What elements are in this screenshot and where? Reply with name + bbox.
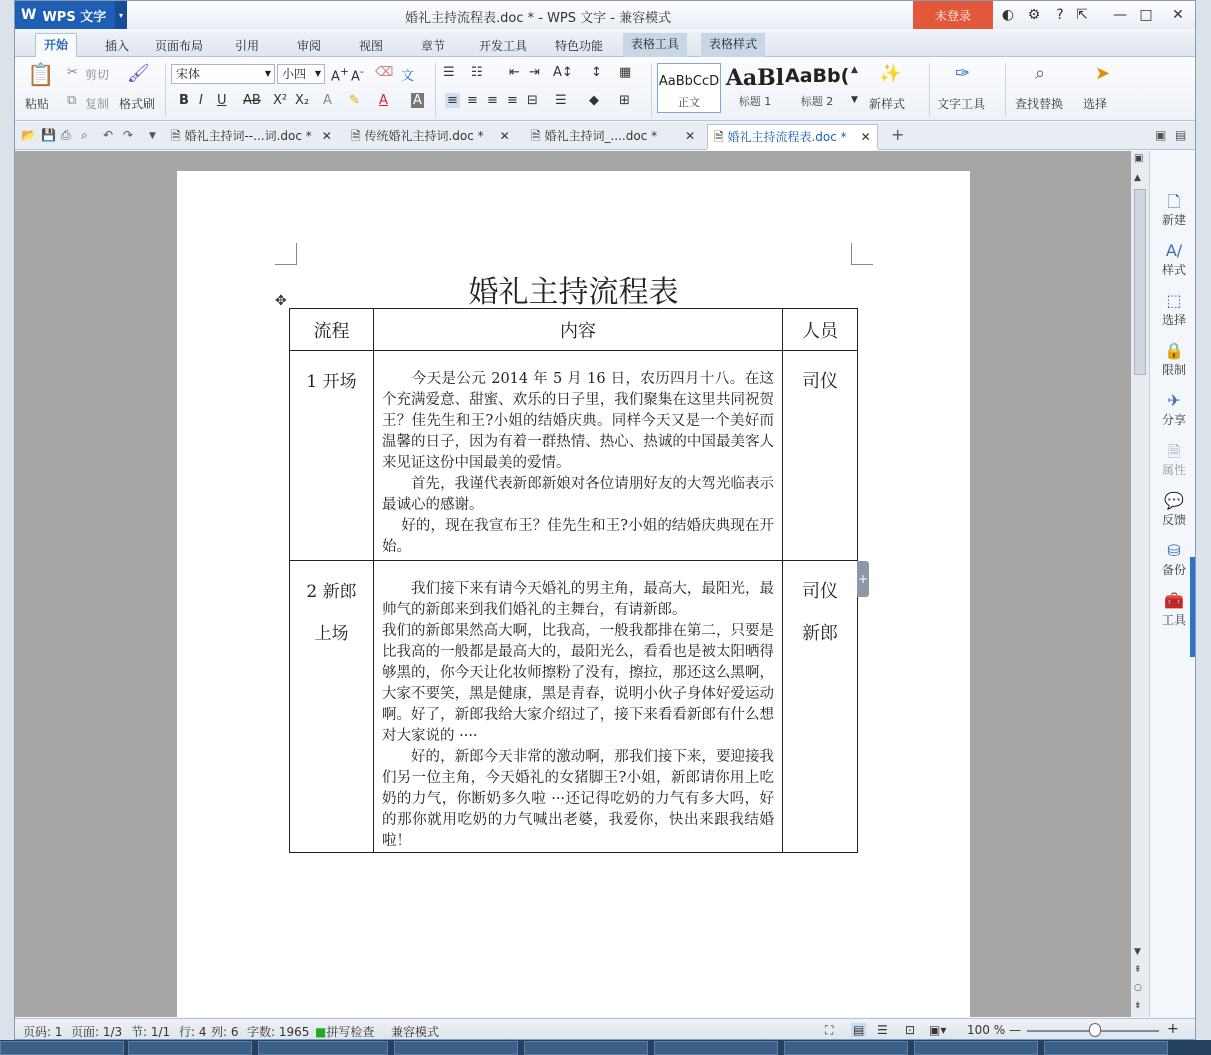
ribbon-home: [15, 57, 1195, 121]
stage-text: 1 开场: [306, 372, 357, 392]
select-button[interactable]: 选择: [1083, 97, 1108, 111]
tab-chapter[interactable]: 章节: [421, 39, 446, 53]
doc-tab[interactable]: [531, 127, 695, 148]
doc-tab-label: 传统婚礼主持词.doc *: [364, 129, 484, 143]
status-word-count[interactable]: 字数: 1965: [247, 1025, 310, 1039]
stage-text: 上场: [314, 624, 349, 644]
content-paragraph: 首先，我谨代表新郎新娘对各位请朋好友的大驾光临表示最诚心的感谢。: [382, 476, 774, 513]
tab-view[interactable]: 视图: [359, 39, 384, 53]
line-spacing-icon[interactable]: ☰: [555, 93, 567, 108]
strikethrough-icon[interactable]: AB: [243, 93, 261, 108]
style-label: 标题 1: [738, 95, 772, 108]
style-preview: AaBb(: [785, 65, 849, 87]
crop-mark: [851, 243, 873, 265]
numbering-icon[interactable]: ☷: [471, 65, 483, 80]
align-right-icon[interactable]: ≡: [487, 93, 498, 108]
style-preview: AaBl: [725, 65, 785, 91]
redo-icon[interactable]: ↷: [123, 128, 134, 142]
status-compat-mode: 兼容模式: [391, 1025, 440, 1039]
sidebar-item-feedback[interactable]: [1150, 491, 1196, 528]
taskbar-item[interactable]: [1044, 1041, 1168, 1055]
people-cell[interactable]: [783, 351, 858, 561]
divider: [435, 63, 436, 117]
sidebar-expand-handle[interactable]: [1190, 557, 1196, 657]
paste-button[interactable]: 粘贴: [25, 97, 50, 111]
flow-table[interactable]: [289, 308, 858, 853]
new-style-icon[interactable]: ✨: [879, 63, 902, 84]
web-view-icon[interactable]: ⊡: [905, 1023, 916, 1037]
underline-icon[interactable]: U: [217, 93, 227, 108]
font-name-select[interactable]: [171, 64, 275, 84]
text-tools-icon[interactable]: ✑: [955, 63, 971, 84]
taskbar-item[interactable]: [654, 1041, 778, 1055]
taskbar-item[interactable]: [0, 1041, 124, 1055]
task-sidebar: [1149, 151, 1196, 1017]
document-tab-bar: [15, 122, 1195, 150]
table-row: [290, 351, 858, 561]
doc-tab[interactable]: [171, 127, 332, 148]
shrink-font-icon[interactable]: A-: [351, 65, 364, 85]
tab-home[interactable]: 开始: [35, 33, 77, 57]
help-icon[interactable]: ?: [1056, 7, 1064, 23]
table-row: [290, 561, 858, 853]
sidebar-item-properties[interactable]: [1150, 441, 1196, 478]
sidebar-item-label: 属性: [1161, 463, 1186, 477]
table-move-handle-icon[interactable]: ✥: [275, 293, 287, 309]
browse-object-icon[interactable]: ○: [1134, 983, 1142, 993]
highlight-icon[interactable]: ✎: [349, 93, 360, 108]
cursor-icon[interactable]: ➤: [1095, 63, 1111, 84]
crop-mark: [275, 243, 297, 265]
maximize-icon[interactable]: □: [1139, 7, 1153, 23]
style-heading-2[interactable]: [785, 63, 849, 113]
backup-icon: ⛁: [1167, 541, 1181, 560]
sidebar-item-new[interactable]: [1150, 191, 1196, 228]
divider: [1005, 63, 1006, 117]
sidebar-item-label: 选择: [1161, 313, 1186, 327]
document-page[interactable]: [177, 171, 970, 1017]
tab-review[interactable]: 审阅: [297, 39, 322, 53]
cut-icon[interactable]: ✂: [67, 65, 78, 80]
text-effect-icon[interactable]: A: [323, 93, 332, 108]
tab-list-icon[interactable]: ▣: [1155, 128, 1167, 142]
tab-references[interactable]: 引用: [235, 39, 260, 53]
sidebar-item-label: 限制: [1161, 363, 1186, 377]
desktop-right-edge: [1196, 0, 1211, 1040]
style-normal[interactable]: [657, 63, 721, 113]
sidebar-item-select[interactable]: [1150, 291, 1196, 328]
style-label: 正文: [678, 96, 700, 109]
save-icon[interactable]: 💾: [41, 128, 56, 142]
pinyin-icon[interactable]: 文: [401, 69, 415, 84]
increase-indent-icon[interactable]: ⇥: [529, 65, 540, 80]
text-tools-button[interactable]: 文字工具: [937, 97, 986, 111]
align-left-icon[interactable]: ≡: [447, 93, 458, 108]
minimize-icon[interactable]: —: [1113, 7, 1127, 23]
people-text: 新郎: [802, 623, 838, 644]
scroll-thumb[interactable]: [1134, 189, 1146, 375]
zoom-in-icon[interactable]: +: [1167, 1021, 1179, 1037]
char-shading-icon[interactable]: A: [413, 93, 422, 108]
ruler-toggle-icon[interactable]: ▣: [1134, 153, 1144, 164]
app-menu-label: WPS 文字: [42, 9, 107, 25]
print-icon[interactable]: ⎙: [61, 128, 71, 142]
style-preview: AaBbCcD: [658, 74, 720, 89]
doc-tab-label: 婚礼主持词_....doc *: [544, 129, 658, 143]
shading-icon[interactable]: ◆: [589, 93, 599, 108]
chevron-down-icon: ▼: [264, 69, 271, 78]
login-button[interactable]: 未登录: [913, 1, 993, 29]
bold-icon[interactable]: B: [179, 93, 189, 108]
distribute-icon[interactable]: ⊟: [527, 93, 538, 108]
lock-icon: 🔒: [1164, 341, 1184, 360]
table-grid-icon[interactable]: ▦: [619, 65, 632, 80]
subscript-icon[interactable]: X₂: [295, 93, 310, 108]
stage-text: 2 新郎: [306, 582, 357, 602]
clear-format-icon[interactable]: ⌫: [375, 65, 394, 80]
people-text: 司仪: [802, 581, 838, 602]
print-preview-icon[interactable]: ⌕: [81, 128, 88, 142]
taskbar-item[interactable]: [128, 1041, 252, 1055]
ribbon-tabs: [15, 31, 1195, 57]
sidebar-item-label: 样式: [1161, 263, 1186, 277]
content-paragraph: 我们接下来有请今天婚礼的男主角，最高大，最阳光，最帅气的新郎来到我们婚礼的主舞台，有请新郎。: [382, 581, 774, 618]
sidebar-item-label: 反馈: [1161, 513, 1186, 527]
style-label: 标题 2: [800, 95, 834, 108]
open-icon[interactable]: 📂: [21, 128, 36, 142]
sidebar-item-label: 新建: [1161, 213, 1186, 227]
doc-tab-label: 婚礼主持流程表.doc *: [727, 130, 847, 144]
style-heading-1[interactable]: [723, 63, 787, 113]
tab-menu-icon[interactable]: ▤: [1175, 128, 1187, 142]
select-icon: ⬚: [1166, 291, 1182, 310]
reading-view-icon[interactable]: ▣▾: [929, 1023, 947, 1037]
window-title: 婚礼主持流程表.doc * - WPS 文字 - 兼容模式: [405, 11, 672, 26]
copy-button[interactable]: 复制: [85, 97, 110, 111]
format-painter-button[interactable]: 格式刷: [119, 97, 156, 111]
content-paragraph: 今天是公元 2014 年 5 月 16 日，农历四月十八。在这个充满爱意、甜蜜、欢乐的日子里，我们聚集在这里共同祝贺王？佳先生和王?小姐的结婚庆典。同样今天又是一个美好而温馨的日子，因为有着一群热情、热心、热诚的中国最美客人来见证这份中国最美的爱情。: [382, 371, 774, 471]
doc-icon: 🗎: [531, 129, 545, 143]
share-icon: ✈: [1167, 391, 1181, 410]
grow-font-icon[interactable]: A+: [331, 65, 349, 85]
bullets-icon[interactable]: ☰: [443, 65, 455, 80]
status-pages: 页面: 1/3: [71, 1025, 123, 1039]
status-bar: [15, 1018, 1195, 1040]
decrease-indent-icon[interactable]: ⇤: [509, 65, 520, 80]
zoom-slider-handle[interactable]: [1089, 1023, 1101, 1037]
close-tab-icon[interactable]: ✕: [685, 129, 696, 143]
content-paragraph: 我们的新郎果然高大啊，比我高，一般我都排在第二，只要是比我高的一般都是最高大的，最阳光么，看看也是被太阳晒得够黑的，你今天让化妆师擦粉了没有，擦拉，那还这么黑啊，大家不要笑，黑是健康，黑是青春，说明小伙子身体好爱运动啊。好了，新郎我给大家介绍过了，接下来看看新郎有什么想对大家说的 ····: [382, 623, 774, 744]
scroll-up-icon[interactable]: ▲: [1134, 173, 1141, 183]
taskbar-item[interactable]: [394, 1041, 518, 1055]
toolbox-icon: 🧰: [1164, 591, 1184, 610]
zoom-level: 100 %: [967, 1023, 1006, 1037]
font-color-icon[interactable]: A: [379, 93, 388, 108]
doc-tab[interactable]: [351, 127, 510, 148]
stage-cell[interactable]: [290, 561, 374, 853]
people-text: 司仪: [802, 371, 838, 392]
document-title: 婚礼主持流程表: [468, 275, 679, 310]
taskbar-item[interactable]: [258, 1041, 388, 1055]
status-page-code: 页码: 1: [23, 1025, 63, 1039]
skin-icon[interactable]: ◐: [1001, 7, 1015, 23]
superscript-icon[interactable]: X²: [273, 93, 288, 108]
close-tab-icon[interactable]: ✕: [499, 129, 510, 143]
styles-more-icon[interactable]: ▼: [851, 95, 858, 105]
font-name-value: 宋体: [176, 67, 201, 81]
sidebar-item-style[interactable]: [1150, 241, 1196, 278]
borders-icon[interactable]: ⊞: [619, 93, 630, 108]
close-tab-icon[interactable]: ✕: [860, 130, 871, 144]
binoculars-icon[interactable]: ⌕: [1035, 63, 1046, 84]
italic-icon[interactable]: I: [199, 93, 203, 108]
sidebar-item-share[interactable]: [1150, 391, 1196, 428]
taskbar-item[interactable]: [784, 1041, 908, 1055]
tab-features[interactable]: 特色功能: [555, 39, 604, 53]
outline-view-icon[interactable]: ☰: [877, 1023, 888, 1037]
content-paragraph: 好的，现在我宣布王？佳先生和王?小姐的结婚庆典现在开始。: [382, 518, 774, 555]
sidebar-item-label: 备份: [1161, 563, 1186, 577]
header-content[interactable]: 内容: [374, 309, 783, 351]
font-size-value: 小四: [282, 67, 307, 81]
add-column-button[interactable]: +: [857, 561, 869, 597]
tab-table-style[interactable]: 表格样式: [701, 33, 765, 57]
taskbar-item[interactable]: [914, 1041, 1038, 1055]
quick-access-dropdown-icon[interactable]: ▼: [149, 131, 156, 141]
settings-icon[interactable]: ⚙: [1027, 7, 1041, 23]
title-bar: [15, 1, 1195, 29]
status-col: 列: 6: [211, 1025, 239, 1039]
doc-tab-active[interactable]: [707, 124, 878, 150]
tab-insert[interactable]: 插入: [105, 39, 130, 53]
file-new-icon: 🗋: [1167, 192, 1181, 211]
find-replace-button[interactable]: 查找替换: [1015, 97, 1064, 111]
feedback-icon: 💬: [1164, 491, 1184, 510]
undo-icon[interactable]: ↶: [103, 128, 114, 142]
paste-icon[interactable]: 📋: [27, 63, 55, 88]
sidebar-item-label: 分享: [1161, 413, 1186, 427]
app-menu-dropdown-icon[interactable]: ▾: [115, 1, 127, 29]
content-paragraph: 好的，新郎今天非常的激动啊，那我们接下来，要迎接我们另一位主角，今天婚礼的女猪脚王?小姐，新郎请你用上吃奶的力气，你断奶多久啦 ···还记得吃奶的力气有多大吗，好的那你就用吃奶的力气喊出老婆，我爱你，快出来跟我结婚啦！: [382, 749, 774, 849]
tab-page-layout[interactable]: 页面布局: [155, 39, 204, 53]
font-size-select[interactable]: [277, 64, 325, 84]
content-cell[interactable]: [374, 351, 783, 561]
header-stage[interactable]: 流程: [290, 309, 374, 351]
os-taskbar: [0, 1040, 1211, 1055]
desktop-left-edge: [0, 0, 14, 1040]
zoom-out-icon[interactable]: —: [1009, 1023, 1021, 1037]
justify-icon[interactable]: ≡: [507, 93, 518, 108]
header-people[interactable]: 人员: [783, 309, 858, 351]
scroll-down-icon[interactable]: ▼: [1134, 947, 1141, 957]
status-row: 行: 4: [179, 1025, 207, 1039]
properties-icon: 🗎: [1167, 442, 1181, 461]
document-area[interactable]: [15, 151, 1137, 1017]
wps-logo-icon: W: [21, 7, 37, 23]
content-cell[interactable]: [374, 561, 783, 853]
status-section: 节: 1/1: [131, 1025, 171, 1039]
table-header-row: [290, 309, 858, 351]
divider: [929, 63, 930, 117]
close-tab-icon[interactable]: ✕: [321, 129, 332, 143]
taskbar-item[interactable]: [524, 1041, 648, 1055]
tab-developer[interactable]: 开发工具: [479, 39, 528, 53]
spell-check-toggle[interactable]: [315, 1023, 374, 1040]
vertical-scrollbar[interactable]: [1131, 151, 1149, 1017]
new-tab-icon[interactable]: +: [891, 125, 905, 144]
next-page-icon[interactable]: ⇟: [1134, 1001, 1142, 1011]
doc-icon: 🗎: [714, 130, 728, 144]
format-painter-icon[interactable]: 🖌: [127, 63, 150, 84]
style-icon: A∕: [1165, 241, 1183, 260]
styles-scroll-up-icon[interactable]: ▲: [851, 65, 858, 75]
stage-cell[interactable]: [290, 351, 374, 561]
prev-page-icon[interactable]: ⇞: [1134, 965, 1142, 975]
divider: [651, 63, 652, 117]
new-style-button[interactable]: 新样式: [869, 97, 906, 111]
spell-check-icon: ■: [315, 1025, 327, 1039]
collapse-ribbon-icon[interactable]: ⇱: [1076, 7, 1088, 23]
divider: [165, 63, 166, 117]
doc-icon: 🗎: [171, 129, 185, 143]
chevron-down-icon: ▼: [314, 69, 321, 78]
sort-icon[interactable]: ↕: [591, 65, 602, 80]
page-view-icon[interactable]: ▤: [853, 1023, 865, 1037]
copy-icon[interactable]: ⧉: [67, 93, 77, 108]
wps-window: [14, 0, 1196, 1040]
sidebar-item-label: 工具: [1161, 613, 1186, 627]
close-icon[interactable]: ✕: [1172, 7, 1184, 23]
sidebar-item-restrict[interactable]: [1150, 341, 1196, 378]
doc-tab-label: 婚礼主持词--...词.doc *: [184, 129, 312, 143]
align-center-icon[interactable]: ≡: [467, 93, 478, 108]
app-menu-button[interactable]: [15, 1, 127, 29]
people-cell[interactable]: [783, 561, 858, 853]
tab-table-tools[interactable]: 表格工具: [623, 33, 687, 57]
cut-button[interactable]: 剪切: [85, 68, 110, 82]
fullscreen-icon[interactable]: ⛶: [825, 1023, 834, 1037]
spell-check-label: 拼写检查: [326, 1025, 375, 1039]
doc-icon: 🗎: [351, 129, 365, 143]
font-size-cycle-icon[interactable]: A↕: [553, 65, 573, 80]
